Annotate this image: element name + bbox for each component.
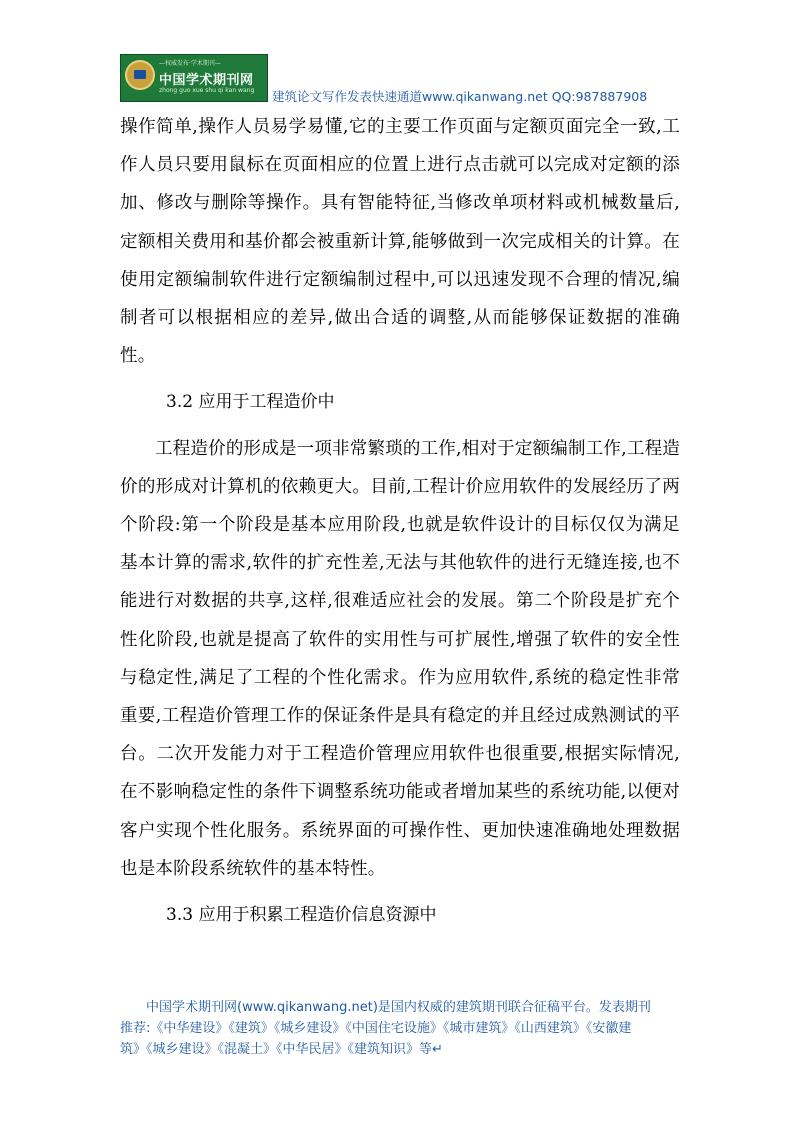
logo-subtitle: —权威发布·学术期刊— [159,60,221,67]
site-logo[interactable] [120,54,268,102]
footer-line-2: 推荐:《中华建设》《建筑》《城乡建设》《中国住宅设施》《城市建筑》《山西建筑》《安徽建 [120,1021,632,1036]
page-footer [120,997,680,1060]
footer-line-3: 筑》《城乡建设》《混凝土》《中华民居》《建筑知识》等↵ [120,1042,443,1057]
paragraph-1: 操作简单,操作人员易学易懂,它的主要工作页面与定额页面完全一致,工作人员只要用鼠标在页面相应的位置上进行点击就可以完成对定额的添加、修改与删除等操作。具有智能特征,当修改单项材料或机械数量后,定额相关费用和基价都会被重新计算,能够做到一次完成相关的计算。在使用定额编制软件进行定额编制过程中,可以迅速发现不合理的情况,编制者可以根据相应的差异,做出合适的调整,从而能够保证数据的准确性。 [120,117,680,367]
page-header [120,54,680,104]
logo-title: 中国学术期刊网 [159,73,254,88]
footer-line-1: 中国学术期刊网(www.qikanwang.net)是国内权威的建筑期刊联合征稿平台。发表期刊 [146,1000,651,1015]
logo-pinyin: zhong guo xue shu qi kan wang [159,87,255,94]
paragraph-2: 工程造价的形成是一项非常繁琐的工作,相对于定额编制工作,工程造价的形成对计算机的依赖更大。目前,工程计价应用软件的发展经历了两个阶段:第一个阶段是基本应用阶段,也就是软件设计的目标仅仅为满足基本计算的需求,软件的扩充性差,无法与其他软件的进行无缝连接,也不能进行对数据的共享,这样,很难适应社会的发展。第二个阶段是扩充个性化阶段,也就是提高了软件的实用性与可扩展性,增强了软件的安全性与稳定性,满足了工程的个性化需求。作为应用软件,系统的稳定性非常重要,工程造价管理工作的保证条件是具有稳定的并且经过成熟测试的平台。二次开发能力对于工程造价管理应用软件也很重要,根据实际情况,在不影响稳定性的条件下调整系统功能或者增加某些的系统功能,以便对客户实现个性化服务。系统界面的可操作性、更加快速准确地处理数据也是本阶段系统软件的基本特性。 [120,438,680,879]
section-heading-3-2: 3.2 应用于工程造价中 [166,392,335,413]
header-website-link[interactable]: 建筑论文写作发表快速通道www.qikanwang.net QQ:987887908 [272,89,648,104]
book-emblem-icon [125,60,155,90]
section-heading-3-3: 3.3 应用于积累工程造价信息资源中 [166,905,437,926]
document-body [120,108,680,934]
